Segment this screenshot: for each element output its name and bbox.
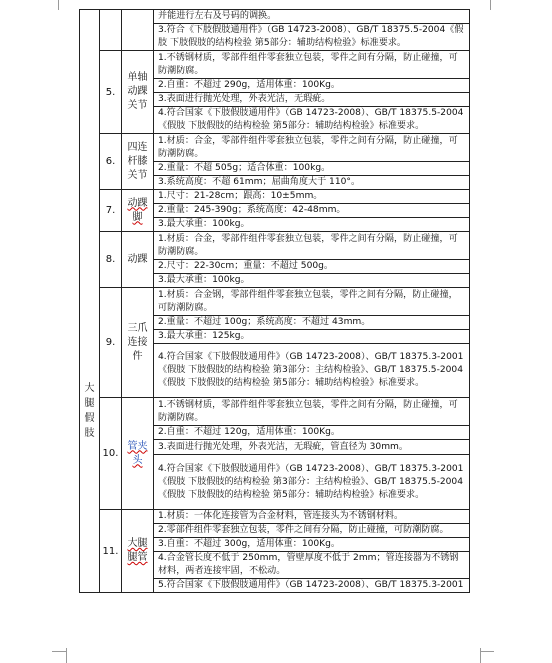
item-name — [122, 288, 154, 398]
category-label: 大腿假肢 — [84, 383, 95, 439]
requirement-cell: 3.最大承重：125kg。 — [154, 330, 470, 344]
requirement-cell: 3.系统高度：不超 61mm；屈曲角度大于 110°。 — [154, 176, 470, 190]
table-row — [80, 51, 470, 79]
item-name — [122, 190, 154, 232]
number-cell — [100, 10, 122, 51]
item-name — [122, 398, 154, 510]
requirement-cell: 2.自重：不超过 120g，适用体重：100Kg。 — [154, 426, 470, 440]
requirement-cell: 1.尺寸：21-28cm；跟高：10±5mm。 — [154, 190, 470, 204]
requirement-cell: 3.自重：不超过 300g，适用体重：100Kg。 — [154, 538, 470, 552]
requirement-cell: 3.符合《下肢假肢通用件》（GB 14723-2008）、GB/T 18375.5-2004《假肢 下肢假肢的结构检验 第5部分：辅助结构检验》标准要求。 — [154, 24, 470, 51]
requirement-cell: 3.表面进行抛光处理，外表光洁，无瑕疵。 — [154, 93, 470, 107]
requirement-cell: 1.不锈钢材质，零部件组件零套独立包装，零件之间有分隔，防止碰撞，可防潮防腐。 — [154, 51, 470, 79]
item-name-text: 单轴动踝关节 — [127, 72, 148, 111]
name-cell — [122, 10, 154, 51]
requirement-cell: 1.不锈钢材质，零部件组件零套独立包装，零件之间有分隔，防止碰撞，可防潮防腐。 — [154, 398, 470, 426]
item-number: 10. — [100, 398, 122, 510]
requirement-cell: 2.零部件组件零套独立包装，零件之间有分隔，防止碰撞，可防潮防腐。 — [154, 524, 470, 538]
requirement-cell: 3.最大承重：100kg。 — [154, 218, 470, 232]
requirement-cell: 4.符合国家《下肢假肢通用件》（GB 14723-2008）、GB/T 18375.5-2004《假肢 下肢假肢的结构检验 第5部分：辅助结构检验》标准要求。 — [154, 107, 470, 134]
table-row — [80, 510, 470, 524]
item-name-text: 动踝 — [127, 253, 148, 265]
requirement-cell: 5.符合国家《下肢假肢通用件》（GB 14723-2008）、GB/T 18375.3-2001 — [154, 579, 470, 593]
requirement-cell: 3.表面进行抛光处理，外表光洁，无瑕疵，管直径为 30mm。 — [154, 440, 470, 455]
requirement-cell: 1.材质：一体化连接管为合金材料，管连接头为不锈钢材料。 — [154, 510, 470, 524]
item-number: 7. — [100, 190, 122, 232]
table-row — [80, 398, 470, 426]
crop-mark — [52, 651, 66, 652]
table-row — [80, 10, 470, 24]
requirement-cell: 4.合金管长度不低于 250mm，管壁厚度不低于 2mm；管连接器为不锈钢材料，两者连接牢固，不松动。 — [154, 552, 470, 579]
category-cell — [80, 10, 100, 593]
spec-table — [79, 9, 470, 593]
crop-mark — [480, 651, 494, 652]
item-name — [122, 51, 154, 134]
item-number: 5. — [100, 51, 122, 134]
item-number: 9. — [100, 288, 122, 398]
item-number: 8. — [100, 232, 122, 288]
requirement-cell: 1.材质：合金钢，零部件组件零套独立包装，零件之间有分隔，防止碰撞，可防潮防腐。 — [154, 288, 470, 316]
crop-mark — [58, 0, 59, 10]
item-name — [122, 510, 154, 593]
crop-mark — [66, 648, 67, 663]
requirement-cell: 4.符合国家《下肢假肢通用件》（GB 14723-2008）、GB/T 18375.3-2001《假肢 下肢假肢的结构检验 第3部分：主结构检验》、GB/T 18375.5-2004《假肢 下肢假肢的结构检验 第5部分：辅助结构检验》标准要求。 — [154, 455, 470, 510]
requirement-cell: 4.符合国家《下肢假肢通用件》（GB 14723-2008）、GB/T 18375.3-2001《假肢 下肢假肢的结构检验 第3部分：主结构检验》、GB/T 18375.5-2004《假肢 下肢假肢的结构检验 第5部分：辅助结构检验》标准要求。 — [154, 344, 470, 398]
table-row — [80, 190, 470, 204]
requirement-cell: 3.最大承重：100kg。 — [154, 274, 470, 288]
item-number: 6. — [100, 134, 122, 190]
crop-mark — [490, 0, 491, 10]
table-row — [80, 232, 470, 260]
item-name — [122, 134, 154, 190]
item-name-text: 三爪连接件 — [127, 322, 148, 362]
item-name-text: 动踝脚 — [127, 197, 148, 223]
item-name-text: 管夹头 — [127, 440, 148, 466]
table-row — [80, 134, 470, 162]
requirement-cell: 1.材质：合金，零部件组件零套独立包装，零件之间有分隔，防止碰撞，可防潮防腐。 — [154, 134, 470, 162]
item-name-text: 四连杆膝关节 — [127, 141, 148, 181]
table-row — [80, 288, 470, 316]
item-name-text: 大腿腿管 — [127, 538, 148, 563]
requirement-cell: 并能进行左右及号码的调换。 — [154, 10, 470, 24]
item-name — [122, 232, 154, 288]
requirement-cell: 2.自重：不超过 290g，适用体重：100Kg。 — [154, 79, 470, 93]
requirement-cell: 2.重量：不超 505g；适合体重：100kg。 — [154, 162, 470, 176]
requirement-cell: 2.尺寸：22-30cm；重量：不超过 500g。 — [154, 260, 470, 274]
requirement-cell: 1.材质：合金，零部件组件零套独立包装，零件之间有分隔，防止碰撞，可防潮防腐。 — [154, 232, 470, 260]
requirement-cell: 2.重量：不超过 100g；系统高度：不超过 43mm。 — [154, 316, 470, 330]
item-number: 11. — [100, 510, 122, 593]
requirement-cell: 2.重量：245-390g；系统高度：42-48mm。 — [154, 204, 470, 218]
